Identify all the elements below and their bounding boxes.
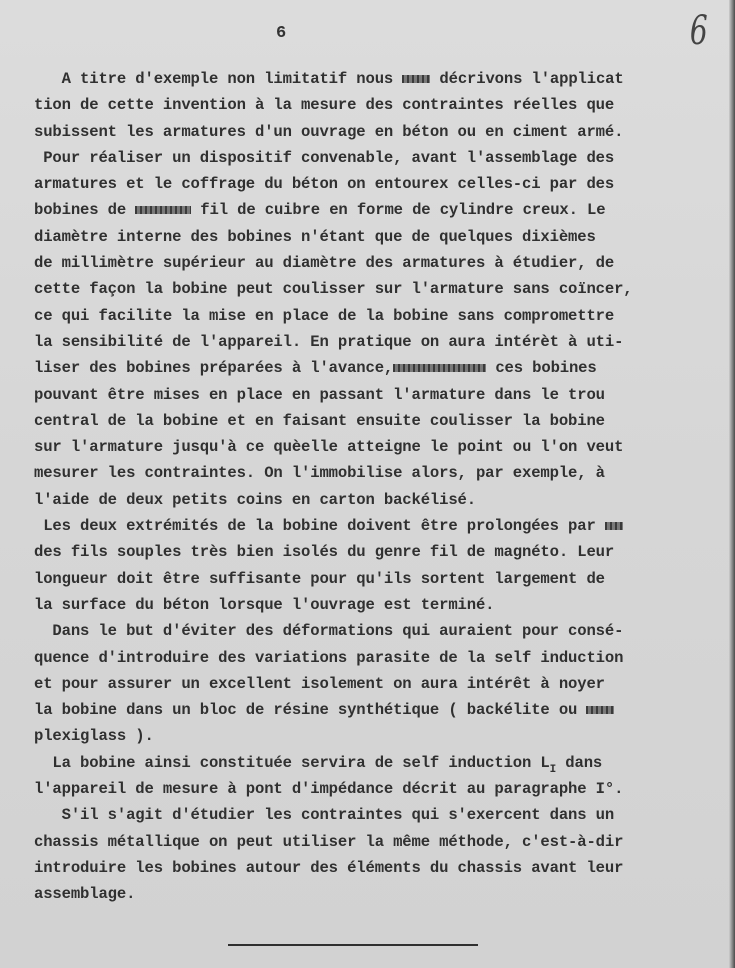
line-text: ce qui facilite la mise en place de la bobine sans compromettre (34, 306, 615, 325)
line-text: A titre d'exemple non limitatif nous (34, 70, 403, 88)
line-text: longueur doit être suffisante pour qu'ils sortent largement de (34, 569, 605, 588)
line-text: quence d'introduire des variations parasite de la self induction (34, 648, 624, 667)
line-text: l'aide de deux petits coins en carton backélisé. (34, 490, 476, 509)
line-text: des fils souples très bien isolés du genre fil de magnéto. Leur (34, 543, 615, 562)
end-rule (228, 944, 478, 946)
text-line (34, 119, 734, 145)
line-text: pouvant être mises en place en passant l'armature dans le trou (34, 385, 605, 404)
text-line (34, 750, 734, 776)
line-text: Pour réaliser un dispositif convenable, avant l'assemblage des (34, 148, 615, 167)
line-text: et pour assurer un excellent isolement on aura intérêt à noyer (34, 674, 605, 693)
text-line (34, 776, 734, 802)
line-text: diamètre interne des bobines n'étant que de quelques dixièmes (34, 227, 596, 246)
line-text: tion de cette invention à la mesure des contraintes réelles que (34, 96, 615, 115)
text-line (34, 66, 734, 92)
text-line (34, 829, 734, 855)
line-text: la surface du béton lorsque l'ouvrage est terminé. (34, 595, 495, 614)
line-text: bobines de (34, 201, 136, 220)
line-text-after: fil de cuibre en forme de cylindre creux. Le (191, 201, 606, 220)
line-text: plexiglass ). (34, 727, 154, 746)
line-text: armatures et le coffrage du béton on entourex celles-ci par des (34, 175, 615, 194)
page-number: 6 (276, 24, 287, 43)
text-line (34, 645, 734, 671)
line-text-after: dans (556, 753, 603, 772)
line-text: sur l'armature jusqu'à ce quèelle atteigne le point ou l'on veut (34, 438, 624, 457)
line-text-after: ces bobines (486, 359, 597, 378)
struck-out-text (135, 206, 191, 214)
text-line (34, 408, 734, 434)
struck-out-text (586, 706, 614, 714)
text-line (34, 881, 734, 907)
text-line (34, 460, 734, 486)
text-line (34, 197, 734, 223)
text-line (34, 671, 734, 697)
text-line (34, 592, 734, 618)
text-line (34, 855, 734, 881)
handwritten-page-number: 6 (689, 8, 708, 54)
text-line (34, 697, 734, 723)
text-line (34, 224, 734, 250)
line-text: central de la bobine et en faisant ensuite coulisser la bobine (34, 411, 605, 430)
line-text-after: décrivons l'applicat (430, 70, 624, 88)
text-line (34, 382, 734, 408)
text-line (34, 513, 734, 539)
subscript: I (549, 763, 557, 776)
text-line (34, 539, 734, 565)
struck-out-text (605, 522, 624, 530)
struck-out-text (393, 364, 486, 372)
text-line (34, 618, 734, 644)
text-line (34, 566, 734, 592)
line-text: introduire les bobines autour des éléments du chassis avant leur (34, 858, 624, 877)
text-line (34, 92, 734, 118)
line-text: assemblage. (34, 885, 136, 904)
line-text: la bobine dans un bloc de résine synthétique ( backélite ou (34, 701, 587, 720)
line-text: Les deux extrémités de la bobine doivent être prolongées par (34, 517, 605, 536)
text-line (34, 329, 734, 355)
text-line (34, 250, 734, 276)
line-text: subissent les armatures d'un ouvrage en béton ou en ciment armé. (34, 122, 624, 141)
line-text: la sensibilité de l'appareil. En pratique on aura intérèt à uti- (34, 332, 624, 351)
text-line (34, 723, 734, 749)
text-line (34, 487, 734, 513)
text-line (34, 171, 734, 197)
text-line (34, 434, 734, 460)
line-text: Dans le but d'éviter des déformations qui auraient pour consé- (34, 622, 624, 641)
line-text: S'il s'agit d'étudier les contraintes qui s'exercent dans un (34, 806, 615, 825)
line-text: La bobine ainsi constituée servira de self induction L (34, 753, 550, 772)
text-line (34, 355, 734, 381)
line-text: liser des bobines préparées à l'avance, (34, 359, 394, 378)
line-text: de millimètre supérieur au diamètre des armatures à étudier, de (34, 254, 615, 273)
text-line (34, 145, 734, 171)
text-line (34, 276, 734, 302)
line-text: mesurer les contraintes. On l'immobilise alors, par exemple, à (34, 464, 605, 483)
line-text: cette façon la bobine peut coulisser sur l'armature sans coïncer, (34, 280, 633, 299)
line-text: chassis métallique on peut utiliser la même méthode, c'est-à-dir (34, 832, 624, 851)
struck-out-text (402, 75, 430, 83)
document-body (34, 66, 734, 908)
text-line (34, 303, 734, 329)
line-text: l'appareil de mesure à pont d'impédance décrit au paragraphe I°. (34, 780, 624, 799)
text-line (34, 802, 734, 828)
